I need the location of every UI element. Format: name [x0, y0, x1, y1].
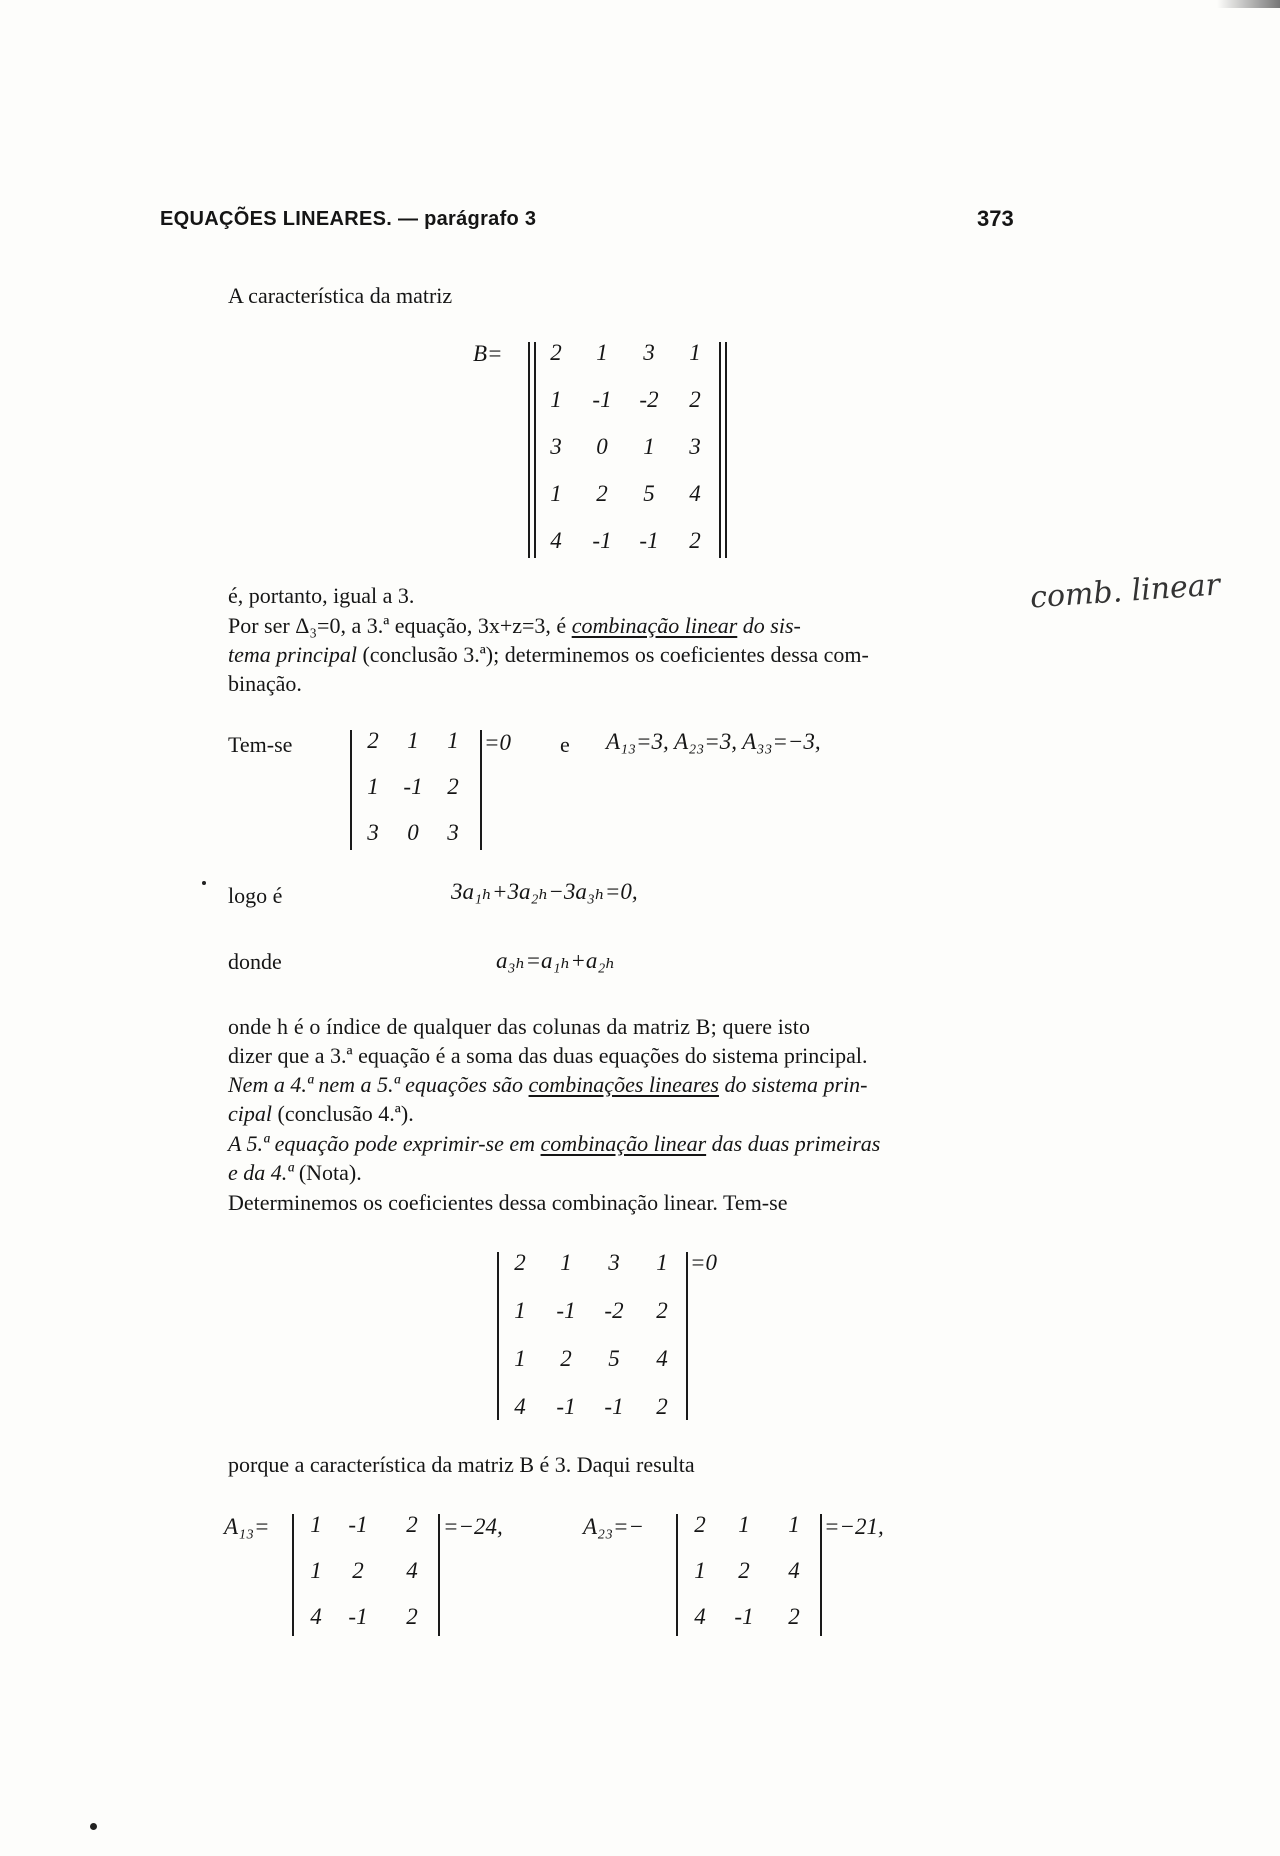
para3-part-a: Nem a 4.ª nem a 5.ª equações são: [228, 1072, 524, 1097]
matrix-b-label: B=: [473, 341, 503, 366]
det-cell: 4: [514, 1394, 526, 1419]
det1-bar-left: [350, 730, 352, 850]
matrix-cell: 2: [596, 481, 608, 506]
det-cell: 1: [738, 1512, 750, 1537]
det-cell: 4: [694, 1604, 706, 1629]
paragraph-rank: é, portanto, igual a 3.: [228, 583, 415, 608]
det-cell: -1: [348, 1512, 368, 1537]
det-cell: -1: [734, 1604, 754, 1629]
det-cell: 1: [310, 1512, 322, 1537]
intro-text: A característica da matriz: [228, 283, 453, 308]
matrix-cell: 5: [643, 481, 655, 506]
para4-nota: (Nota).: [298, 1160, 362, 1185]
det-cell: 4: [310, 1604, 322, 1629]
matrix-cell: -2: [639, 387, 659, 412]
det1-bar-right: [480, 730, 482, 850]
p2-part-a: Por ser Δ₃=0, a 3.ª equação, 3x+z=3, é: [228, 613, 567, 638]
matrix-cell: 3: [550, 434, 562, 459]
det-cell: 2: [406, 1604, 418, 1629]
scan-speck: [1217, 0, 1280, 8]
det-cell: 0: [407, 820, 419, 845]
det-cell: -1: [556, 1298, 576, 1323]
scan-speck: [90, 1823, 97, 1830]
matrix-b-bar-right: [719, 342, 721, 558]
matrix-cell: 2: [689, 528, 701, 553]
paragraph-determinemos: Determinemos os coeficientes dessa combinação linear. Tem-se: [228, 1190, 788, 1215]
para3-part-c: do sistema prin-: [724, 1072, 868, 1097]
p2-part-e: (conclusão 3.ª); determinemos os coeficientes dessa com-: [362, 642, 869, 667]
det4-bar-right: [686, 1252, 688, 1420]
paragraph-5a-line1: [228, 1129, 880, 1158]
det-cell: 1: [514, 1298, 526, 1323]
det1-conjunction: e: [560, 732, 570, 757]
det-cell: 3: [608, 1250, 620, 1275]
det4-bar-left: [497, 1252, 499, 1420]
det-cell: 2: [352, 1558, 364, 1583]
matrix-cell: 3: [643, 340, 655, 365]
matrix-cell: -1: [592, 528, 612, 553]
det-cell: 4: [406, 1558, 418, 1583]
det-cell: 1: [656, 1250, 668, 1275]
paragraph-h-line1: onde h é o índice de qualquer das colunas da matriz B; quere isto: [228, 1014, 811, 1039]
det-cell: 1: [310, 1558, 322, 1583]
logo-equation: 3a₁ₕ+3a₂ₕ−3a₃ₕ=0,: [451, 879, 638, 904]
matrix-cell: 4: [550, 528, 562, 553]
paragraph-porque: porque a característica da matriz B é 3. Daqui resulta: [228, 1452, 695, 1477]
matrix-b-bar-right2: [725, 342, 727, 558]
scan-speck: [202, 881, 206, 885]
det-cell: 2: [788, 1604, 800, 1629]
handwritten-margin-note: comb. linear: [1029, 567, 1222, 616]
det-cell: 3: [447, 820, 459, 845]
para4-part-c: das duas primeiras: [711, 1131, 881, 1156]
matrix-cell: 2: [550, 340, 562, 365]
det-cell: 2: [560, 1346, 572, 1371]
det-cell: -1: [403, 774, 423, 799]
matrix-cell: -1: [639, 528, 659, 553]
det-cell: 1: [560, 1250, 572, 1275]
a13-label: A₁₃=: [224, 1514, 270, 1539]
para4-combinacao-linear: combinação linear: [540, 1131, 707, 1156]
p2-part-c: do sis-: [742, 613, 801, 638]
matrix-cell: 1: [550, 481, 562, 506]
det-cell: 1: [407, 728, 419, 753]
a23-result: =−21,: [824, 1514, 884, 1539]
running-header: EQUAÇÕES LINEARES. — parágrafo 3: [160, 208, 537, 230]
a23-bar-left: [676, 1514, 678, 1636]
det-cell: 1: [367, 774, 379, 799]
para4-e-da-4a: e da 4.ª: [228, 1160, 294, 1185]
matrix-b-bar-left2: [534, 342, 536, 558]
det-cell: 4: [788, 1558, 800, 1583]
det-cell: -1: [348, 1604, 368, 1629]
para3-conclusao: (conclusão 4.ª).: [277, 1101, 414, 1126]
paragraph-combination-line2: [228, 640, 869, 669]
det-cell: 2: [656, 1394, 668, 1419]
paragraph-h-line2: dizer que a 3.ª equação é a soma das duas equações do sistema principal.: [228, 1043, 868, 1068]
a13-bar-left: [292, 1514, 294, 1636]
paragraph-nem-line1: [228, 1070, 867, 1099]
page-number: 373: [977, 206, 1014, 231]
cofactors-line: A₁₃=3, A₂₃=3, A₃₃=−3,: [606, 729, 821, 754]
paragraph-5a-line2: [228, 1158, 362, 1187]
det-cell: 2: [514, 1250, 526, 1275]
det-cell: 1: [694, 1558, 706, 1583]
det-cell: 3: [367, 820, 379, 845]
det-cell: -1: [556, 1394, 576, 1419]
para3-combinacoes-lineares: combinações lineares: [528, 1072, 719, 1097]
a23-bar-right: [820, 1514, 822, 1636]
matrix-cell: 1: [643, 434, 655, 459]
matrix-b-bar-left: [528, 342, 530, 558]
det-cell: 2: [367, 728, 379, 753]
paragraph-combination-line1: [228, 611, 801, 640]
det-cell: 1: [514, 1346, 526, 1371]
matrix-cell: 1: [550, 387, 562, 412]
temse-label: Tem-se: [228, 732, 293, 757]
p2-combinacao-linear: combinação linear: [571, 613, 738, 638]
det-cell: 2: [447, 774, 459, 799]
donde-equation: a₃ₕ=a₁ₕ+a₂ₕ: [496, 948, 616, 973]
matrix-cell: -1: [592, 387, 612, 412]
paragraph-nem-line2: [228, 1099, 414, 1128]
det-cell: 1: [788, 1512, 800, 1537]
det-cell: 2: [656, 1298, 668, 1323]
donde-label: donde: [228, 949, 282, 974]
a23-label: A₂₃=−: [583, 1514, 645, 1539]
matrix-cell: 1: [596, 340, 608, 365]
logo-label: logo é: [228, 883, 283, 908]
para3-cipal: cipal: [228, 1101, 272, 1126]
a13-bar-right: [438, 1514, 440, 1636]
para4-part-a: A 5.ª equação pode exprimir-se em: [228, 1131, 536, 1156]
det-cell: 2: [406, 1512, 418, 1537]
matrix-cell: 0: [596, 434, 608, 459]
matrix-cell: 1: [689, 340, 701, 365]
det-cell: -1: [604, 1394, 624, 1419]
matrix-cell: 3: [689, 434, 701, 459]
det1-equals-zero: =0: [484, 730, 512, 755]
det-cell: 4: [656, 1346, 668, 1371]
det-cell: -2: [604, 1298, 624, 1323]
matrix-cell: 4: [689, 481, 701, 506]
det-cell: 1: [447, 728, 459, 753]
paragraph-combination-line3: binação.: [228, 671, 302, 696]
det-cell: 5: [608, 1346, 620, 1371]
p2-part-d: tema principal: [228, 642, 357, 667]
det4-equals-zero: =0: [690, 1250, 718, 1275]
det-cell: 2: [694, 1512, 706, 1537]
matrix-cell: 2: [689, 387, 701, 412]
a13-result: =−24,: [443, 1514, 503, 1539]
det-cell: 2: [738, 1558, 750, 1583]
